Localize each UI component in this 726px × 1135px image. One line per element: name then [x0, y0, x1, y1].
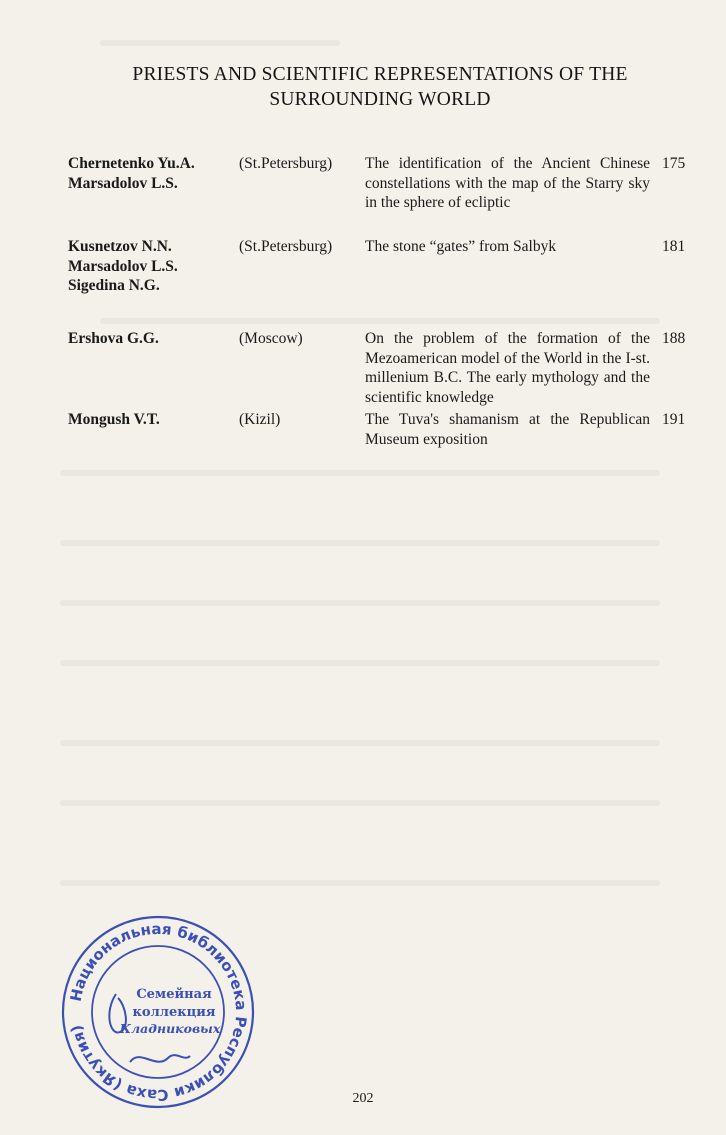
entry-authors — [68, 329, 238, 349]
section-title-line-2: SURROUNDING WORLD — [269, 89, 491, 110]
entry-city: (St.Petersburg) — [239, 238, 333, 255]
entry-authors — [68, 410, 238, 430]
author: Sigedina N.G. — [68, 277, 160, 294]
entry-city: (St.Petersburg) — [239, 155, 333, 172]
entry-authors — [68, 154, 238, 193]
page-number: 202 — [352, 1091, 374, 1106]
author: Marsadolov L.S. — [68, 174, 178, 192]
entry-city: (Kizil) — [239, 411, 281, 428]
stamp-line-3: Кладниковых — [119, 1021, 221, 1036]
section-title — [60, 62, 700, 112]
stamp-line-1: Семейная — [136, 987, 212, 1002]
author: Ershova G.G. — [68, 330, 159, 347]
entry-city: (Moscow) — [239, 330, 303, 347]
entry-title: The stone “gates” from Salbyk — [365, 238, 557, 255]
section-title-line-1: PRIESTS AND SCIENTIFIC REPRESENTATIONS OF THE — [132, 64, 628, 85]
entry-page: 191 — [662, 411, 686, 428]
entry-authors — [68, 237, 238, 296]
author: Marsadolov L.S. — [68, 257, 178, 275]
author: Kusnetzov N.N. — [68, 238, 172, 255]
entry-title: On the problem of the formation of the Mezoamerican model of the World in the I-st. millenium B.C. The early mythology and the scientific knowledge — [365, 330, 650, 406]
entry-page: 188 — [662, 330, 686, 347]
author: Chernetenko Yu.A. — [68, 155, 195, 172]
entry-title: The identification of the Ancient Chinese constellations with the map of the Starry sky in the sphere of ecliptic — [365, 155, 650, 211]
entry-page: 181 — [662, 238, 686, 255]
entry-page: 175 — [662, 155, 686, 172]
stamp-ring-text-path: Национальная библиотека Республики Саха (Якутия) — [66, 919, 251, 1105]
author: Mongush V.T. — [68, 411, 160, 428]
entry-title: The Tuva's shamanism at the Republican Museum exposition — [365, 411, 650, 448]
stamp-line-2: коллекция — [132, 1005, 216, 1020]
stamp-flourish-icon — [130, 1055, 190, 1062]
library-stamp — [58, 912, 258, 1112]
